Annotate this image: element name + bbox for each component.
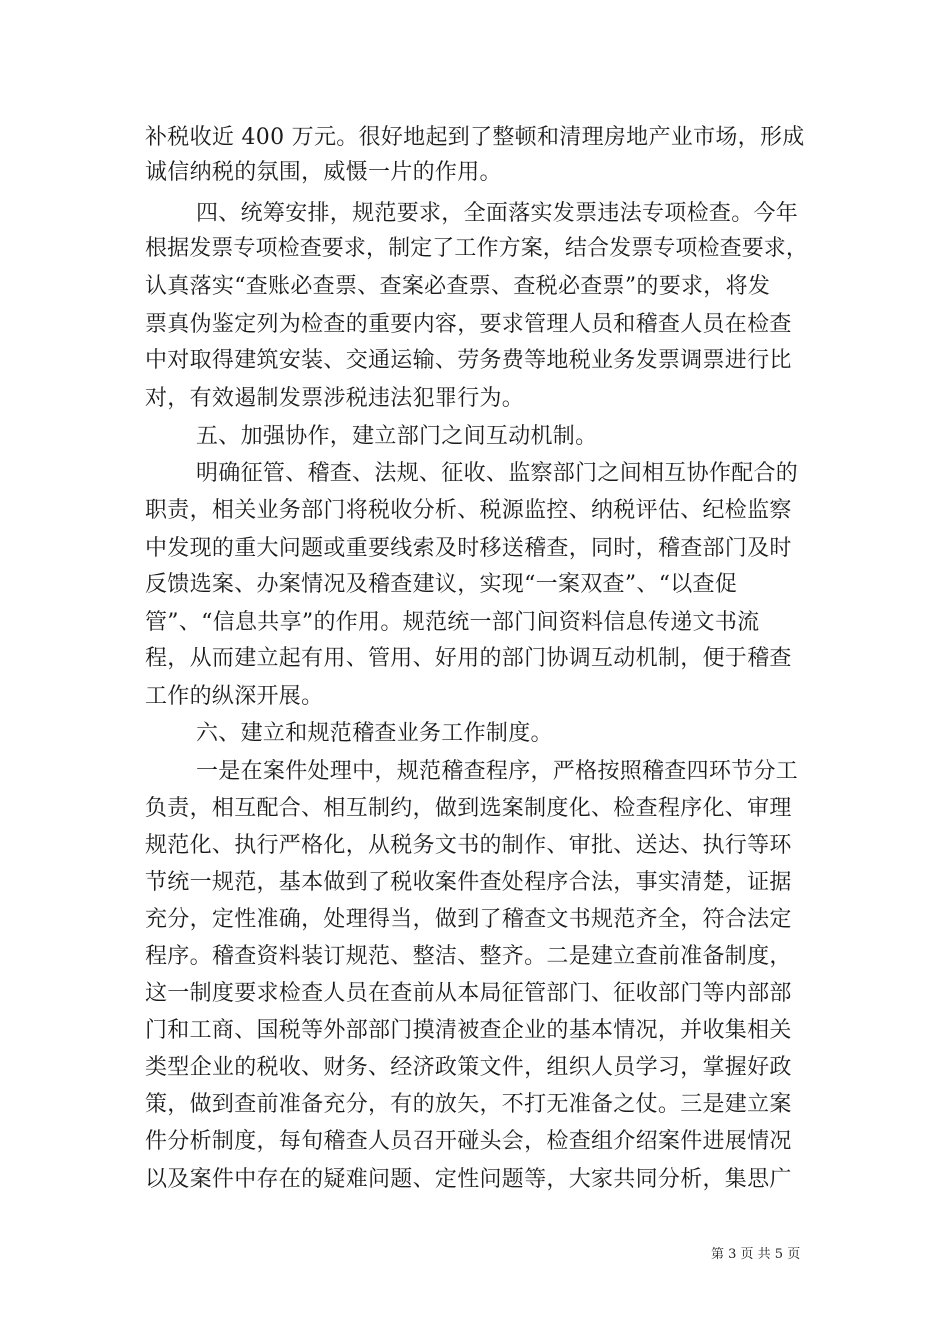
text-line: 规范化、执行严格化，从税务文书的制作、审批、送达、执行等环	[145, 833, 792, 858]
text-line: 票真伪鉴定列为检查的重要内容，要求管理人员和稽查人员在检查	[145, 312, 792, 337]
text-line: 节统一规范，基本做到了税收案件查处程序合法，事实清楚，证据	[145, 870, 792, 895]
text-line: 管”、“信息共享”的作用。规范统一部门间资料信息传递文书流	[145, 610, 760, 635]
page-number: 第 3 页 共 5 页	[711, 1247, 801, 1262]
text-line: 程，从而建立起有用、管用、好用的部门协调互动机制，便于稽查	[145, 646, 792, 671]
text-line: 诚信纳税的氛围，威慑一片的作用。	[145, 160, 502, 185]
text-line: 以及案件中存在的疑难问题、定性问题等，大家共同分析，集思广	[145, 1167, 792, 1192]
text-line: 充分，定性准确，处理得当，做到了稽查文书规范齐全，符合法定	[145, 907, 792, 932]
text-line: 负责，相互配合、相互制约，做到选案制度化、检查程序化、审理	[145, 796, 792, 821]
text-line: 根据发票专项检查要求，制定了工作方案，结合发票专项检查要求，	[145, 236, 809, 261]
text-line: 认真落实“查账必查票、查案必查票、查税必查票”的要求，将发	[145, 274, 771, 299]
text-line: 中发现的重大问题或重要线索及时移送稽查，同时，稽查部门及时	[145, 536, 792, 561]
text-line: 这一制度要求检查人员在查前从本局征管部门、征收部门等内部部	[145, 981, 792, 1006]
text-line: 一是在案件处理中，规范稽查程序，严格按照稽查四环节分工	[196, 759, 799, 784]
text-line: 反馈选案、办案情况及稽查建议，实现“一案双查”、“以查促	[145, 572, 738, 597]
text-line: 程序。稽查资料装订规范、整洁、整齐。二是建立查前准备制度，	[145, 944, 792, 969]
text-line: 四、统筹安排，规范要求，全面落实发票违法专项检查。今年	[196, 201, 799, 226]
text-line: 五、加强协作，建立部门之间互动机制。	[196, 424, 598, 449]
text-line: 补税收近 400 万元。很好地起到了整顿和清理房地产业市场，形成	[145, 125, 805, 150]
text-line: 明确征管、稽查、法规、征收、监察部门之间相互协作配合的	[196, 461, 799, 486]
text-line: 策，做到查前准备充分，有的放矢，不打无准备之仗。三是建立案	[145, 1092, 792, 1117]
text-line: 中对取得建筑安装、交通运输、劳务费等地税业务发票调票进行比	[145, 348, 792, 373]
text-line: 对，有效遏制发票涉税违法犯罪行为。	[145, 386, 525, 411]
text-line: 职责，相关业务部门将税收分析、税源监控、纳税评估、纪检监察	[145, 498, 792, 523]
text-line: 件分析制度，每旬稽查人员召开碰头会，检查组介绍案件进展情况	[145, 1129, 792, 1154]
text-line: 类型企业的税收、财务、经济政策文件，组织人员学习，掌握好政	[145, 1055, 792, 1080]
text-line: 门和工商、国税等外部部门摸清被查企业的基本情况，并收集相关	[145, 1018, 792, 1043]
text-line: 六、建立和规范稽查业务工作制度。	[196, 721, 553, 746]
text-line: 工作的纵深开展。	[145, 684, 324, 709]
